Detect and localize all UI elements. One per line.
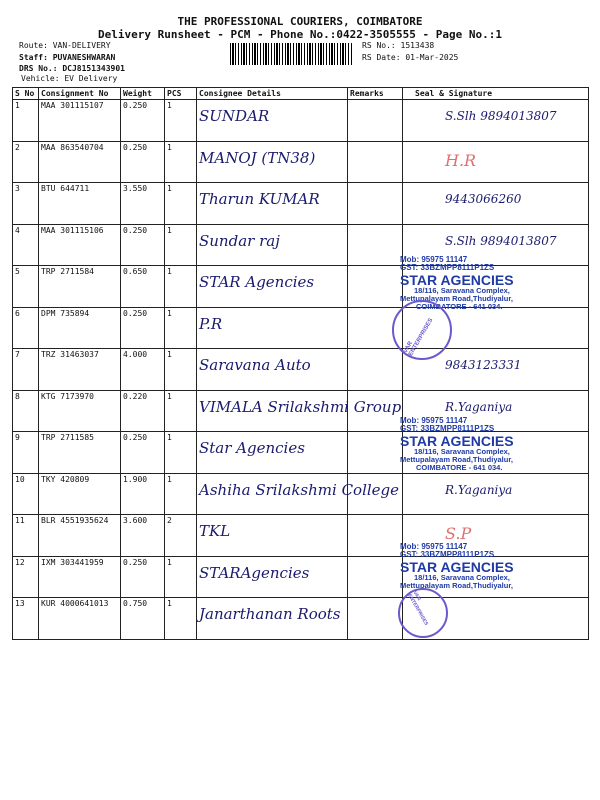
row-remarks (348, 556, 403, 598)
row-sno: 2 (13, 141, 39, 183)
row-consignment-no: TRP 2711584 (39, 266, 121, 308)
row-signature: S.P (445, 524, 472, 543)
row-weight: 0.650 (121, 266, 165, 308)
row-consignee: Janarthanan Roots (199, 605, 341, 623)
row-weight: 0.250 (121, 307, 165, 349)
row-sno: 12 (13, 556, 39, 598)
table-row (13, 307, 589, 349)
row-pcs: 1 (165, 141, 197, 183)
col-consignee: Consignee Details (197, 88, 348, 100)
company-seal (392, 300, 452, 360)
row-consignment-no: KTG 7173970 (39, 390, 121, 432)
stamp-city: COIMBATORE - 641 034. (416, 302, 503, 312)
table-row (13, 141, 589, 183)
row-pcs: 2 (165, 515, 197, 557)
col-seal-signature: Seal & Signature (403, 88, 589, 100)
row-sno: 13 (13, 598, 39, 640)
row-weight: 0.250 (121, 432, 165, 474)
row-pcs: 1 (165, 390, 197, 432)
row-consignment-no: TRP 2711585 (39, 432, 121, 474)
star-agencies-stamp-3: Mob: 95975 11147 GST: 33BZMPP8111P1ZS STAR AGENCIES 18/116, Saravana Complex, Mettupalayam Road,Thudiyalur, (400, 542, 514, 591)
row-weight: 0.750 (121, 598, 165, 640)
row-signature: H.R (445, 150, 477, 170)
row-consignment-no: TRZ 31463037 (39, 349, 121, 391)
row-sno: 6 (13, 307, 39, 349)
row-weight: 1.900 (121, 473, 165, 515)
row-remarks (348, 100, 403, 142)
row-sno: 1 (13, 100, 39, 142)
row-weight: 0.250 (121, 100, 165, 142)
row-signature: S.Slh 9894013807 (445, 109, 557, 123)
row-signature: 9843123331 (445, 358, 522, 372)
page-subtitle: Delivery Runsheet - PCM - Phone No.:0422-3505555 - Page No.:1 (98, 28, 502, 41)
row-sno: 5 (13, 266, 39, 308)
row-weight: 0.250 (121, 141, 165, 183)
row-weight: 0.220 (121, 390, 165, 432)
row-consignment-no: BLR 4551935624 (39, 515, 121, 557)
row-consignment-no: TKY 420809 (39, 473, 121, 515)
row-pcs: 1 (165, 266, 197, 308)
row-pcs: 1 (165, 473, 197, 515)
row-remarks (348, 598, 403, 640)
row-consignee: SUNDAR (199, 107, 270, 125)
stamp-gst: GST: 33BZMPP8111P1ZS (400, 263, 495, 273)
col-sno: S No (13, 88, 39, 100)
row-sno: 7 (13, 349, 39, 391)
row-weight: 4.000 (121, 349, 165, 391)
row-consignee: TKL (199, 522, 231, 540)
col-weight: Weight (121, 88, 165, 100)
row-sno: 10 (13, 473, 39, 515)
row-remarks (348, 224, 403, 266)
row-pcs: 1 (165, 598, 197, 640)
col-pcs: PCS (165, 88, 197, 100)
row-pcs: 1 (165, 556, 197, 598)
page-title: THE PROFESSIONAL COURIERS, COIMBATORE (177, 15, 423, 28)
row-signature: R.Yaganiya (445, 482, 513, 497)
row-pcs: 1 (165, 183, 197, 225)
table-row (13, 183, 589, 225)
row-sno: 11 (13, 515, 39, 557)
col-consignment: Consignment No (39, 88, 121, 100)
table-header-row (13, 88, 589, 100)
col-remarks: Remarks (348, 88, 403, 100)
row-consignee: MANOJ (TN38) (199, 148, 316, 167)
stamp-mob: Mob: 95975 11147 (400, 255, 468, 264)
row-signature: 9443066260 (445, 192, 522, 206)
row-pcs: 1 (165, 224, 197, 266)
row-consignment-no: MAA 301115106 (39, 224, 121, 266)
row-sno: 4 (13, 224, 39, 266)
barcode (230, 43, 353, 65)
row-consignment-no: BTU 644711 (39, 183, 121, 225)
row-consignee: Ashiha Srilakshmi College (199, 480, 400, 499)
rs-no-label: RS No.: 1513438 (362, 41, 435, 50)
row-sno: 3 (13, 183, 39, 225)
row-remarks (348, 432, 403, 474)
row-consignment-no: DPM 735894 (39, 307, 121, 349)
stamp-addr2: Mettupalayam Road,Thudiyalur, (400, 294, 513, 304)
row-signature: R.Yaganiya (445, 399, 513, 414)
route-label: Route: VAN-DELIVERY (19, 41, 111, 50)
row-consignee: Tharun KUMAR (199, 190, 320, 208)
row-remarks (348, 183, 403, 225)
row-sno: 9 (13, 432, 39, 474)
row-remarks (348, 515, 403, 557)
row-consignee: Saravana Auto (199, 356, 311, 374)
table-row (13, 473, 589, 515)
row-pcs: 1 (165, 349, 197, 391)
row-consignment-no: KUR 4000641013 (39, 598, 121, 640)
row-consignee: P.R (199, 314, 223, 333)
stamp-addr1: 18/116, Saravana Complex, (414, 286, 510, 296)
row-weight: 0.250 (121, 224, 165, 266)
rs-date-label: RS Date: 01-Mar-2025 (362, 53, 459, 62)
row-weight: 3.600 (121, 515, 165, 557)
row-pcs: 1 (165, 307, 197, 349)
row-consignment-no: MAA 863540704 (39, 141, 121, 183)
row-sno: 8 (13, 390, 39, 432)
table-row (13, 100, 589, 142)
vehicle-label: Vehicle: EV Delivery (21, 74, 118, 83)
row-consignee: STARAgencies (199, 563, 310, 582)
row-remarks (348, 141, 403, 183)
row-consignee: VIMALA Srilakshmi Group (199, 397, 402, 416)
row-remarks (348, 349, 403, 391)
seal-text: VAR ENTERPRISES (402, 317, 435, 358)
row-pcs: 1 (165, 432, 197, 474)
row-consignee: STAR Agencies (199, 273, 315, 291)
row-consignment-no: MAA 301115107 (39, 100, 121, 142)
staff-label: Staff: PUVANESHWARAN (19, 53, 116, 62)
row-consignment-no: IXM 303441959 (39, 556, 121, 598)
row-pcs: 1 (165, 100, 197, 142)
row-weight: 3.550 (121, 183, 165, 225)
row-remarks (348, 266, 403, 308)
table-row (13, 349, 589, 391)
row-consignee: Star Agencies (199, 439, 305, 457)
row-weight: 0.250 (121, 556, 165, 598)
company-seal-2: VAR ENTERPRISES (398, 588, 448, 638)
row-signature: S.Slh 9894013807 (445, 233, 557, 248)
stamp-name: STAR AGENCIES (400, 271, 514, 288)
row-consignee: Sundar raj (199, 231, 280, 250)
star-agencies-stamp-2: Mob: 95975 11147 GST: 33BZMPP8111P1ZS STAR AGENCIES 18/116, Saravana Complex, Mettupalayam Road,Thudiyalur, COIMBATORE - 641 034. (400, 416, 514, 473)
drs-label: DRS No.: DCJ8151343901 (19, 64, 125, 73)
table-row (13, 598, 589, 640)
